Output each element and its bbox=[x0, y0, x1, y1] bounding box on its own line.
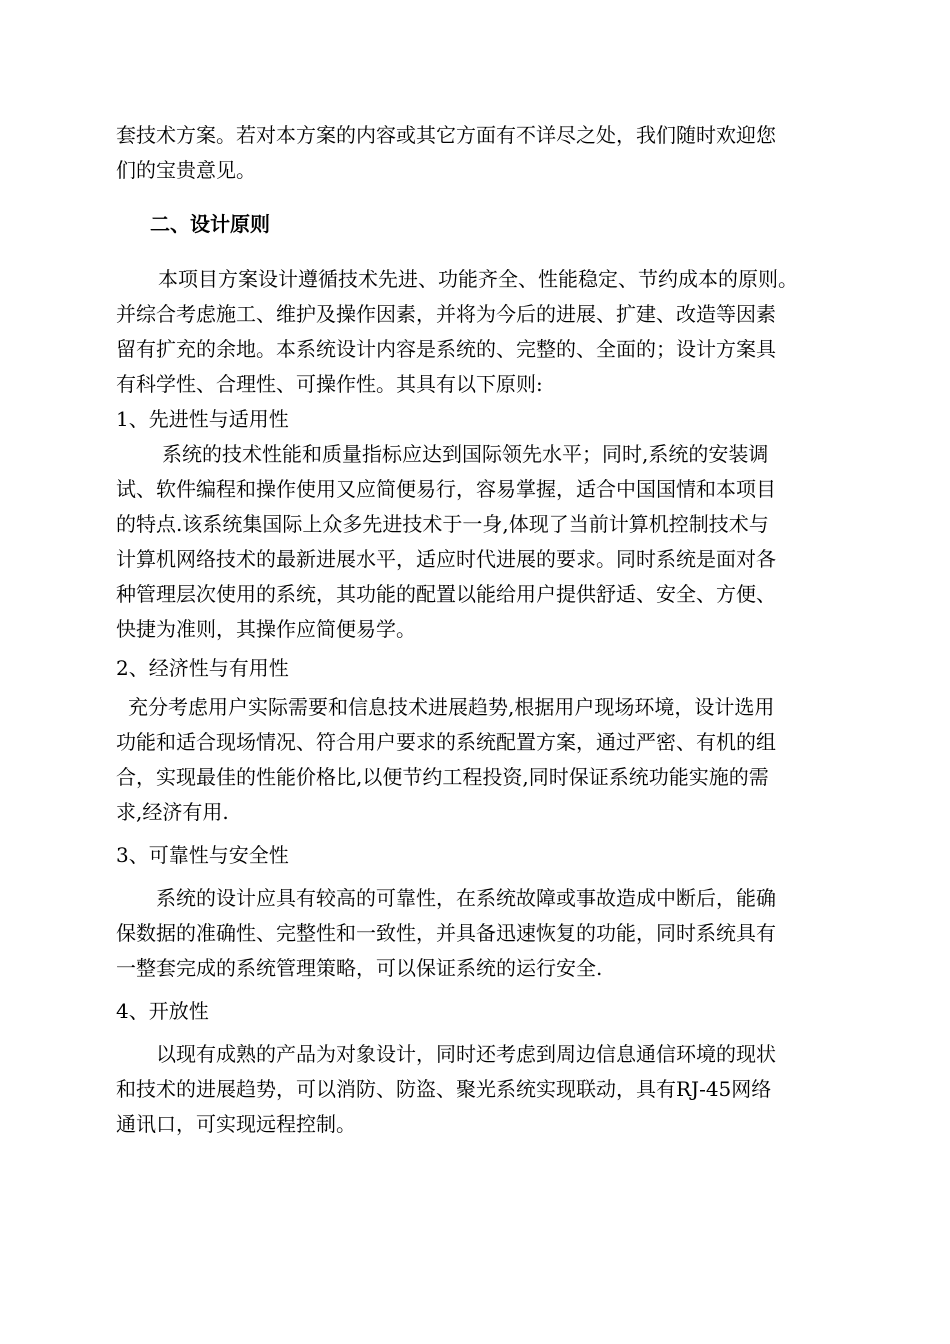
item-title: 4、开放性 bbox=[116, 999, 209, 1023]
principle-item bbox=[116, 402, 866, 647]
paragraph-line: 有科学性、合理性、可操作性。其具有以下原则: bbox=[116, 372, 543, 396]
item-line: 试、软件编程和操作使用又应简便易行，容易掌握，适合中国国情和本项目 bbox=[116, 477, 776, 501]
item-line: 一整套完成的系统管理策略，可以保证系统的运行安全. bbox=[116, 956, 603, 980]
item-line: 合，实现最佳的性能价格比,以便节约工程投资,同时保证系统功能实施的需 bbox=[116, 765, 769, 789]
intro-line: 套技术方案。若对本方案的内容或其它方面有不详尽之处，我们随时欢迎您 bbox=[116, 123, 776, 147]
section-paragraph bbox=[116, 262, 866, 402]
item-line: 的特点.该系统集国际上众多先进技术于一身,体现了当前计算机控制技术与 bbox=[116, 512, 769, 536]
principle-item bbox=[116, 651, 866, 830]
item-line: 计算机网络技术的最新进展水平，适应时代进展的要求。同时系统是面对各 bbox=[116, 547, 776, 571]
item-line: 快捷为准则，其操作应简便易学。 bbox=[116, 617, 416, 641]
item-title: 2、经济性与有用性 bbox=[116, 656, 289, 680]
item-line: 通讯口，可实现远程控制。 bbox=[116, 1112, 356, 1136]
paragraph-line: 并综合考虑施工、维护及操作因素，并将为今后的进展、扩建、改造等因素 bbox=[116, 302, 776, 326]
item-line: 功能和适合现场情况、符合用户要求的系统配置方案，通过严密、有机的组 bbox=[116, 730, 776, 754]
document-page bbox=[116, 118, 866, 1142]
item-line: 系统的技术性能和质量指标应达到国际领先水平；同时,系统的安装调 bbox=[162, 442, 769, 466]
principle-item bbox=[116, 994, 866, 1142]
item-title: 3、可靠性与安全性 bbox=[116, 843, 289, 867]
section-heading: 二、设计原则 bbox=[150, 212, 270, 236]
item-line: 求,经济有用. bbox=[116, 800, 229, 824]
intro-paragraph bbox=[116, 118, 866, 188]
item-line: 以现有成熟的产品为对象设计，同时还考虑到周边信息通信环境的现状 bbox=[156, 1042, 776, 1066]
paragraph-line: 本项目方案设计遵循技术先进、功能齐全、性能稳定、节约成本的原则。 bbox=[158, 267, 798, 291]
item-line: 种管理层次使用的系统，其功能的配置以能给用户提供舒适、安全、方便、 bbox=[116, 582, 776, 606]
item-line: 保数据的准确性、完整性和一致性，并具备迅速恢复的功能，同时系统具有 bbox=[116, 921, 776, 945]
principle-item bbox=[116, 838, 866, 986]
paragraph-line: 留有扩充的余地。本系统设计内容是系统的、完整的、全面的；设计方案具 bbox=[116, 337, 776, 361]
item-title: 1、先进性与适用性 bbox=[116, 407, 289, 431]
item-line: 和技术的进展趋势，可以消防、防盗、聚光系统实现联动，具有RJ-45网络 bbox=[116, 1077, 772, 1101]
item-line: 充分考虑用户实际需要和信息技术进展趋势,根据用户现场环境，设计选用 bbox=[128, 695, 775, 719]
intro-line: 们的宝贵意见。 bbox=[116, 158, 256, 182]
item-line: 系统的设计应具有较高的可靠性，在系统故障或事故造成中断后，能确 bbox=[156, 886, 776, 910]
